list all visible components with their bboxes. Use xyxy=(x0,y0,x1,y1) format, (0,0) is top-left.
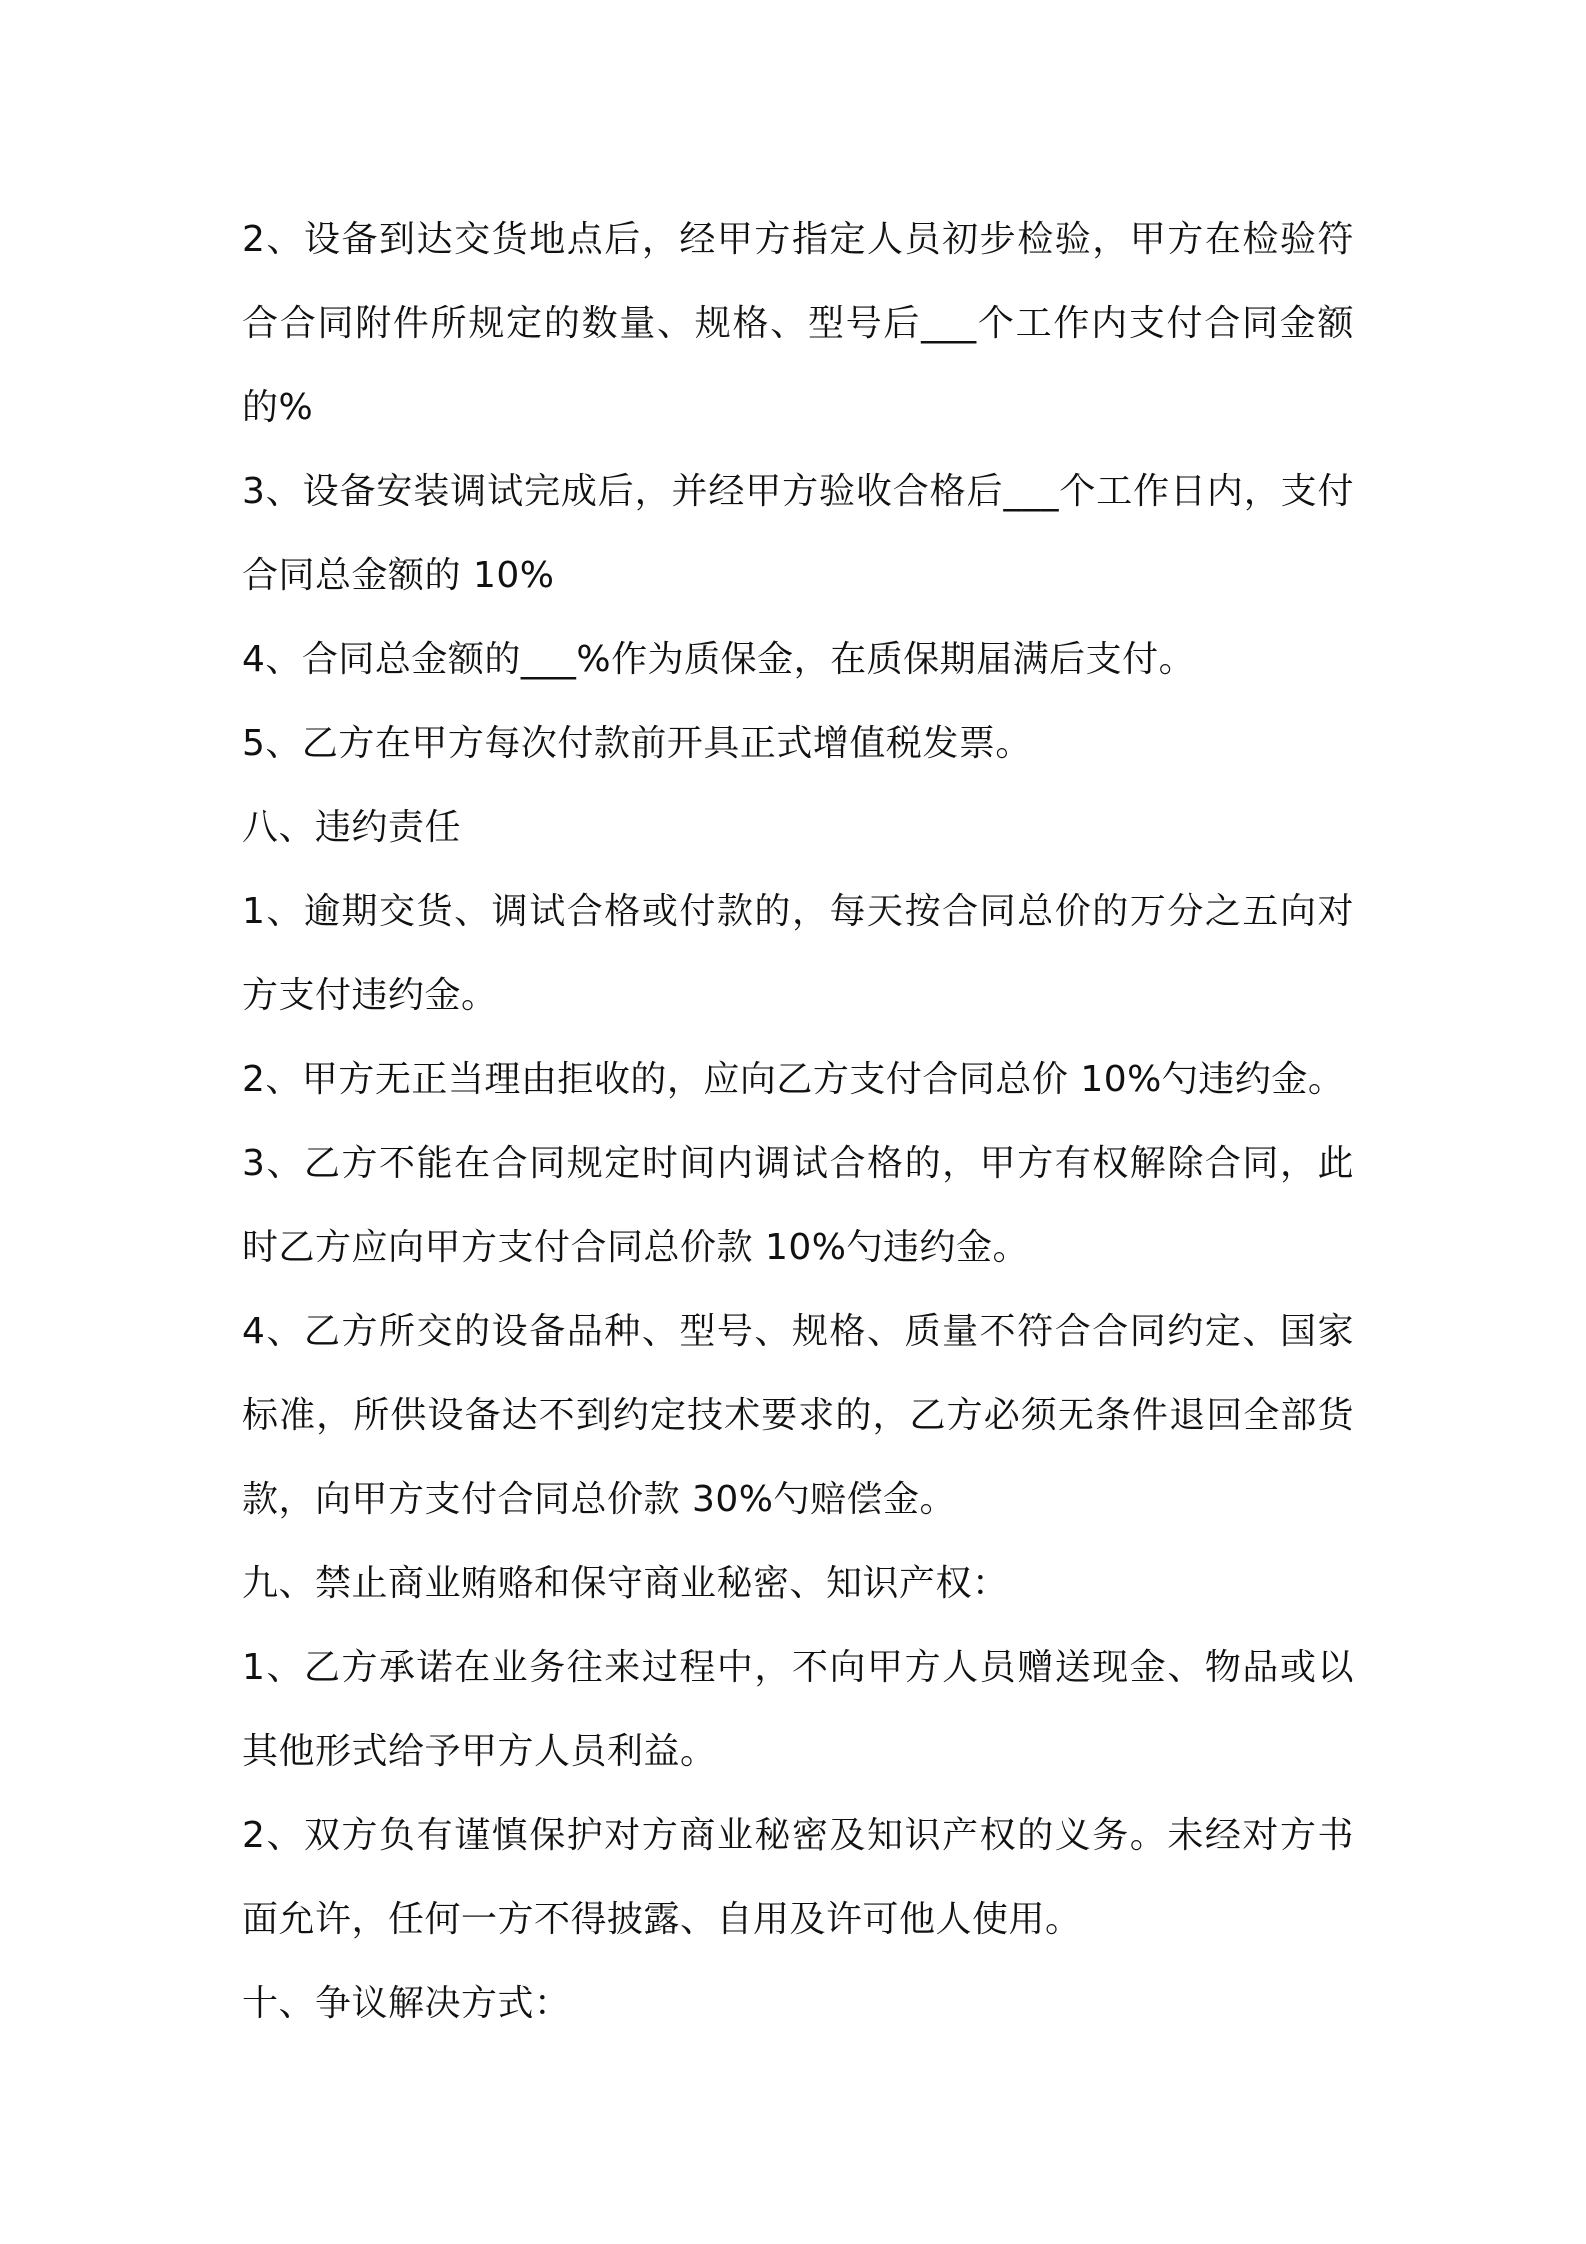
section-heading-dispute-resolution: 十、争议解决方式： xyxy=(242,1983,571,2024)
clause-8-item-4: 4、乙方所交的设备品种、型号、规格、质量不符合合同约定、国家标准，所供设备达不到约定技术要求的，乙方必须无条件退回全部货款，向甲方支付合同总价款 30%勺赔偿金。 xyxy=(242,1311,1354,1520)
document-body xyxy=(242,198,1354,2046)
clause-7-item-2: 2、设备到达交货地点后，经甲方指定人员初步检验，甲方在检验符合合同附件所规定的数量、规格、型号后___个工作内支付合同金额的% xyxy=(242,219,1354,428)
clause-9-item-1: 1、乙方承诺在业务往来过程中，不向甲方人员赠送现金、物品或以其他形式给予甲方人员利益。 xyxy=(242,1647,1354,1772)
clause-7-item-3: 3、设备安装调试完成后，并经甲方验收合格后___个工作日内，支付合同总金额的 10% xyxy=(242,471,1354,596)
clause-7-item-5: 5、乙方在甲方每次付款前开具正式增值税发票。 xyxy=(242,723,1032,764)
section-heading-anti-bribery-confidentiality: 九、禁止商业贿赂和保守商业秘密、知识产权： xyxy=(242,1563,1009,1604)
clause-8-item-3: 3、乙方不能在合同规定时间内调试合格的，甲方有权解除合同，此时乙方应向甲方支付合同总价款 10%勺违约金。 xyxy=(242,1143,1354,1268)
section-heading-breach-liability: 八、违约责任 xyxy=(242,807,462,848)
clause-9-item-2: 2、双方负有谨慎保护对方商业秘密及知识产权的义务。未经对方书面允许，任何一方不得披露、自用及许可他人使用。 xyxy=(242,1815,1354,1940)
clause-8-item-2: 2、甲方无正当理由拒收的，应向乙方支付合同总价 10%勺违约金。 xyxy=(242,1059,1345,1100)
clause-8-item-1: 1、逾期交货、调试合格或付款的，每天按合同总价的万分之五向对方支付违约金。 xyxy=(242,891,1354,1016)
clause-7-item-4: 4、合同总金额的___%作为质保金，在质保期届满后支付。 xyxy=(242,639,1196,680)
